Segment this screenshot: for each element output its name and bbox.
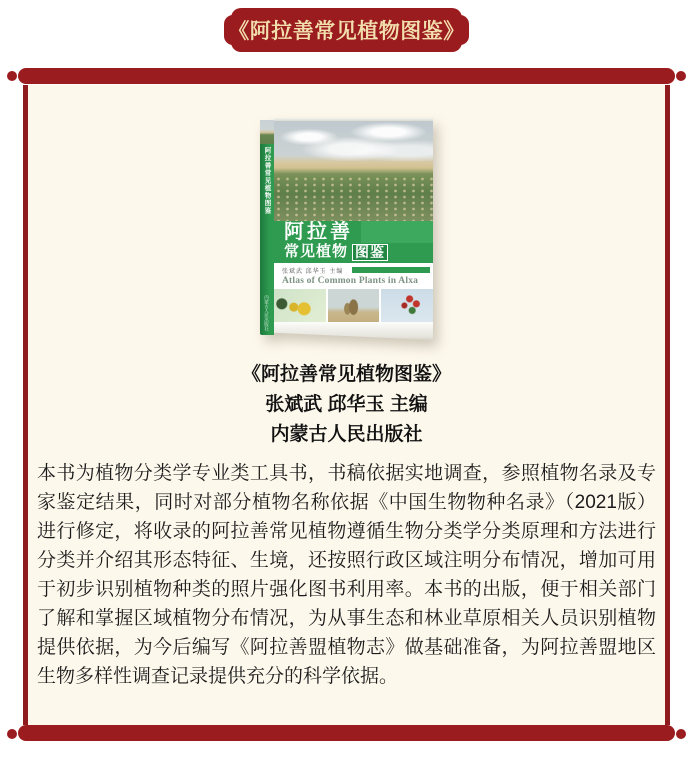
book-spine-title: 阿拉善常见植物图鉴	[263, 147, 271, 215]
cover-thumb-red-flower	[381, 289, 433, 322]
book-page-edge	[274, 322, 433, 340]
cover-credits-strip	[274, 263, 433, 289]
frame-corner-dot-top-right	[676, 71, 686, 81]
cover-subtitle-row	[284, 243, 433, 261]
frame-corner-dot-bottom-right	[676, 729, 686, 739]
cover-desert-photo	[274, 121, 433, 221]
cover-thumb-yellow-flower	[274, 289, 326, 322]
cover-title-band	[274, 221, 433, 263]
book-authors: 张斌武 邱华玉 主编	[265, 394, 428, 415]
book-spine	[260, 120, 274, 335]
cover-authors: 张斌武 邱华玉 主编	[282, 269, 344, 275]
cover-photo-speckles	[274, 176, 433, 221]
cover-subtitle-boxed: 图鉴	[352, 244, 388, 261]
title-plaque	[224, 8, 469, 52]
cover-green-rule	[352, 267, 430, 273]
book-spine-publisher: 内蒙古人民出版社	[264, 295, 270, 331]
book-cover-image	[260, 118, 433, 340]
frame-right-line	[665, 85, 670, 725]
book-title: 《阿拉善常见植物图鉴》	[241, 364, 451, 385]
book-spine-photo	[260, 120, 274, 144]
frame-bottom-bar	[18, 725, 675, 741]
cover-thumbnail-strip	[274, 289, 433, 322]
cover-thumb-desert-plant	[328, 289, 380, 322]
book-info-block	[28, 360, 665, 450]
cover-title-cn: 阿拉善	[284, 221, 353, 243]
frame-corner-dot-bottom-left	[7, 729, 17, 739]
cover-english-title: Atlas of Common Plants in Alxa	[282, 276, 419, 286]
page-title: 《阿拉善常见植物图鉴》	[228, 20, 465, 43]
book-front-cover	[274, 118, 433, 322]
cover-subtitle-cn: 常见植物	[284, 243, 349, 260]
frame-corner-dot-top-left	[7, 71, 17, 81]
content-panel	[28, 85, 665, 725]
book-publisher: 内蒙古人民出版社	[270, 424, 423, 445]
frame-top-bar	[18, 68, 675, 84]
book-description: 本书为植物分类学专业类工具书，书稿依据实地调查，参照植物名录及专家鉴定结果，同时对部分植物名称依据《中国生物物种名录》（2021版）进行修定，将收录的阿拉善常见植物遵循生物分类学分类原理和方法进行分类并介绍其形态特征、生境，还按照行政区域注明分布情况，增加可用于初步识别植物种类的照片强化图书利用率。本书的出版，便于相关部门了解和掌握区域植物分布情况，为从事生态和林业草原相关人员识别植物提供依据，为今后编写《阿拉善盟植物志》做基础准备，为阿拉善盟地区生物多样性调查记录提供充分的科学依据。	[37, 463, 656, 687]
